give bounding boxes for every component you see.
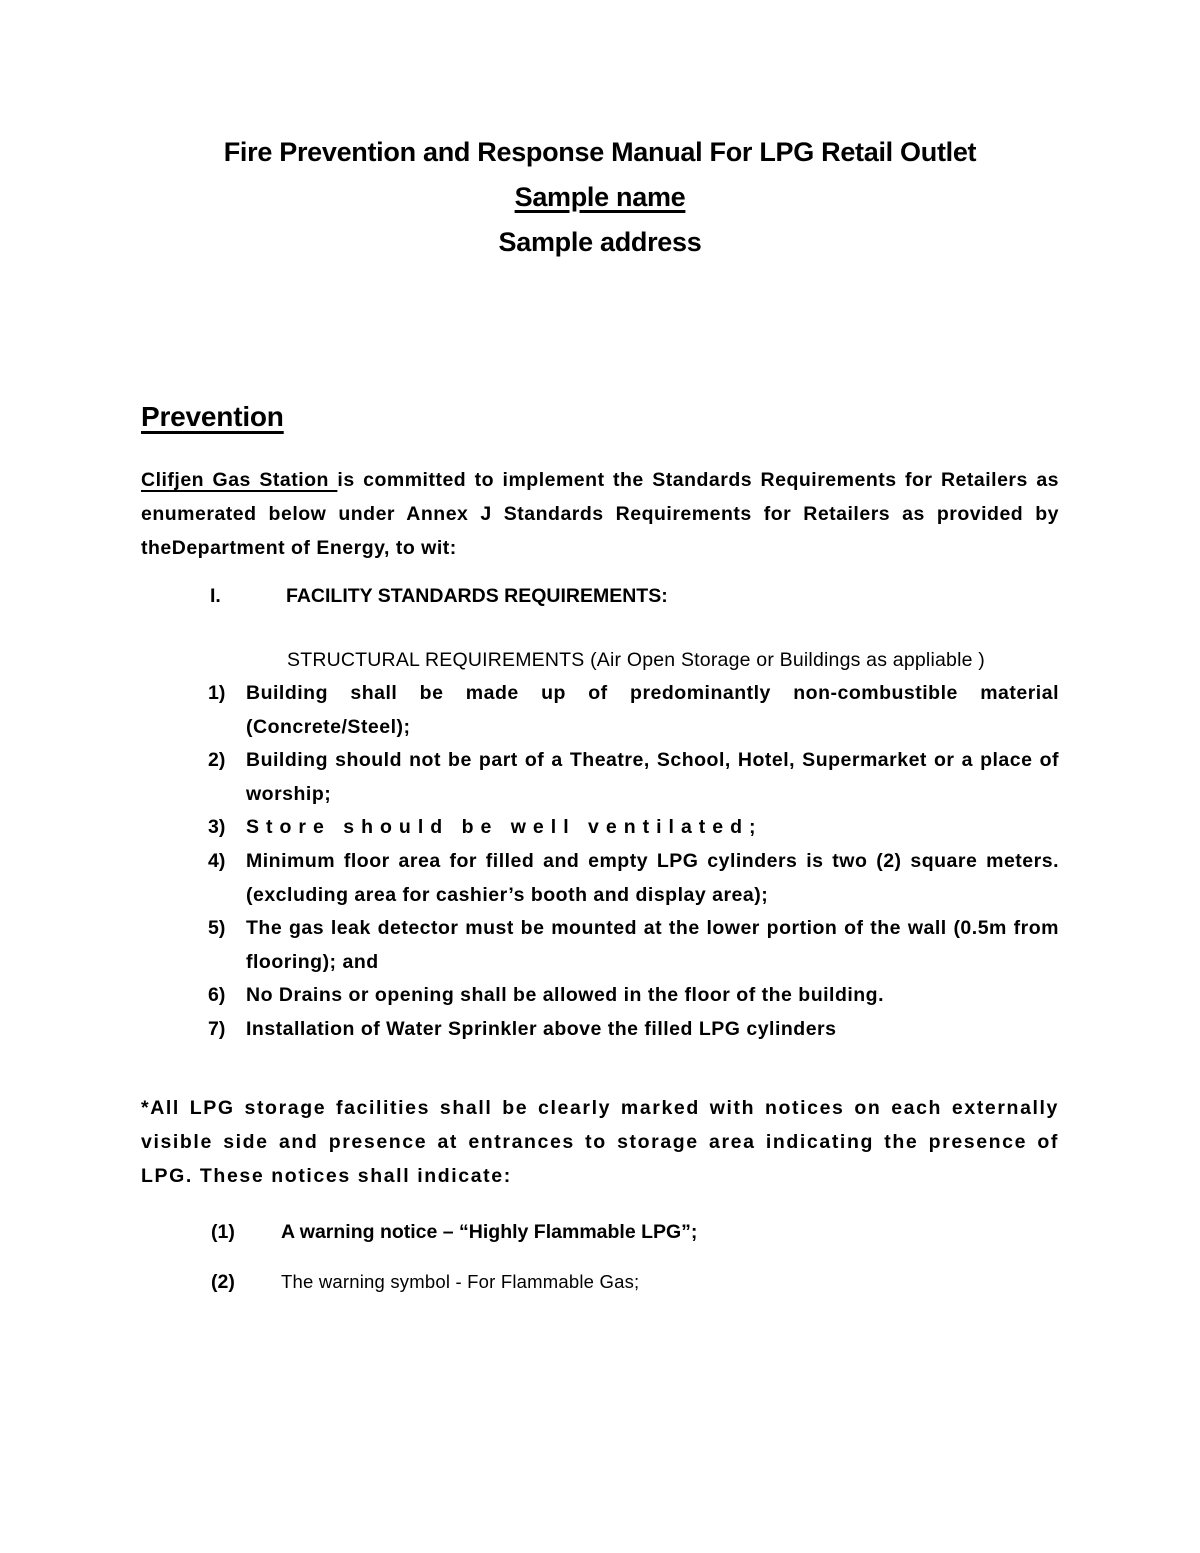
requirement-item bbox=[208, 845, 1059, 912]
notice-text: The warning symbol - For Flammable Gas; bbox=[281, 1270, 640, 1292]
requirement-item bbox=[208, 912, 1059, 979]
requirement-number: 1) bbox=[208, 682, 226, 704]
intro-text: is committed to implement the Standards Requirements for Retailers as enumerated below under Annex J Standards Requirements for Retailers as provided by theDepartment of Energy, to wit: bbox=[141, 469, 1060, 559]
requirement-text: Building shall be made up of predominantly non-combustible material (Concrete/Steel); bbox=[246, 682, 1059, 738]
notice-text: A warning notice – “Highly Flammable LPG”; bbox=[281, 1220, 698, 1243]
requirement-number: 7) bbox=[208, 1017, 226, 1040]
structural-heading: STRUCTURAL REQUIREMENTS (Air Open Storage or Buildings as appliable ) bbox=[287, 649, 985, 671]
requirement-item bbox=[208, 1013, 1059, 1047]
station-name: Clifjen Gas Station bbox=[141, 469, 338, 491]
notice-item bbox=[141, 1215, 1059, 1249]
sample-name: Sample name bbox=[514, 182, 686, 212]
requirement-text: No Drains or opening shall be allowed in the floor of the building. bbox=[246, 984, 885, 1007]
requirement-number: 6) bbox=[208, 984, 226, 1007]
requirement-item bbox=[208, 744, 1059, 811]
notice-number: (1) bbox=[211, 1220, 235, 1243]
facility-numeral: I. bbox=[210, 585, 221, 607]
requirement-text: Installation of Water Sprinkler above the filled LPG cylinders bbox=[246, 1017, 837, 1040]
requirement-number: 4) bbox=[208, 849, 226, 872]
requirement-number: 3) bbox=[208, 816, 226, 839]
storage-notice-paragraph: *All LPG storage facilities shall be clearly marked with notices on each externally visible side and presence at entrances to storage area indicating the presence of LPG. These notices shall indicate: bbox=[141, 1096, 1059, 1187]
facility-standards-line bbox=[141, 579, 1059, 613]
sample-address: Sample address bbox=[498, 227, 702, 257]
document-title: Fire Prevention and Response Manual For LPG Retail Outlet bbox=[223, 137, 977, 167]
requirement-number: 5) bbox=[208, 917, 226, 940]
document-header bbox=[141, 0, 1059, 265]
prevention-heading: Prevention bbox=[141, 401, 284, 432]
requirement-text: The gas leak detector must be mounted at the lower portion of the wall (0.5m from flooring); and bbox=[246, 917, 1059, 973]
requirement-item bbox=[208, 979, 1059, 1013]
notice-number: (2) bbox=[211, 1270, 235, 1293]
notice-item bbox=[141, 1265, 1059, 1299]
requirements-list bbox=[141, 677, 1059, 1047]
requirement-text: Building should not be part of a Theatre, School, Hotel, Supermarket or a place of worship; bbox=[246, 749, 1059, 805]
requirement-text: Store should be well ventilated; bbox=[246, 816, 763, 839]
requirement-item bbox=[208, 677, 1059, 744]
intro-paragraph bbox=[141, 463, 1059, 565]
requirement-item bbox=[208, 811, 1059, 845]
requirement-text: Minimum floor area for filled and empty LPG cylinders is two (2) square meters. (excluding area for cashier’s booth and display area); bbox=[246, 849, 1059, 906]
facility-heading: FACILITY STANDARDS REQUIREMENTS: bbox=[286, 585, 668, 607]
requirement-number: 2) bbox=[208, 749, 226, 772]
